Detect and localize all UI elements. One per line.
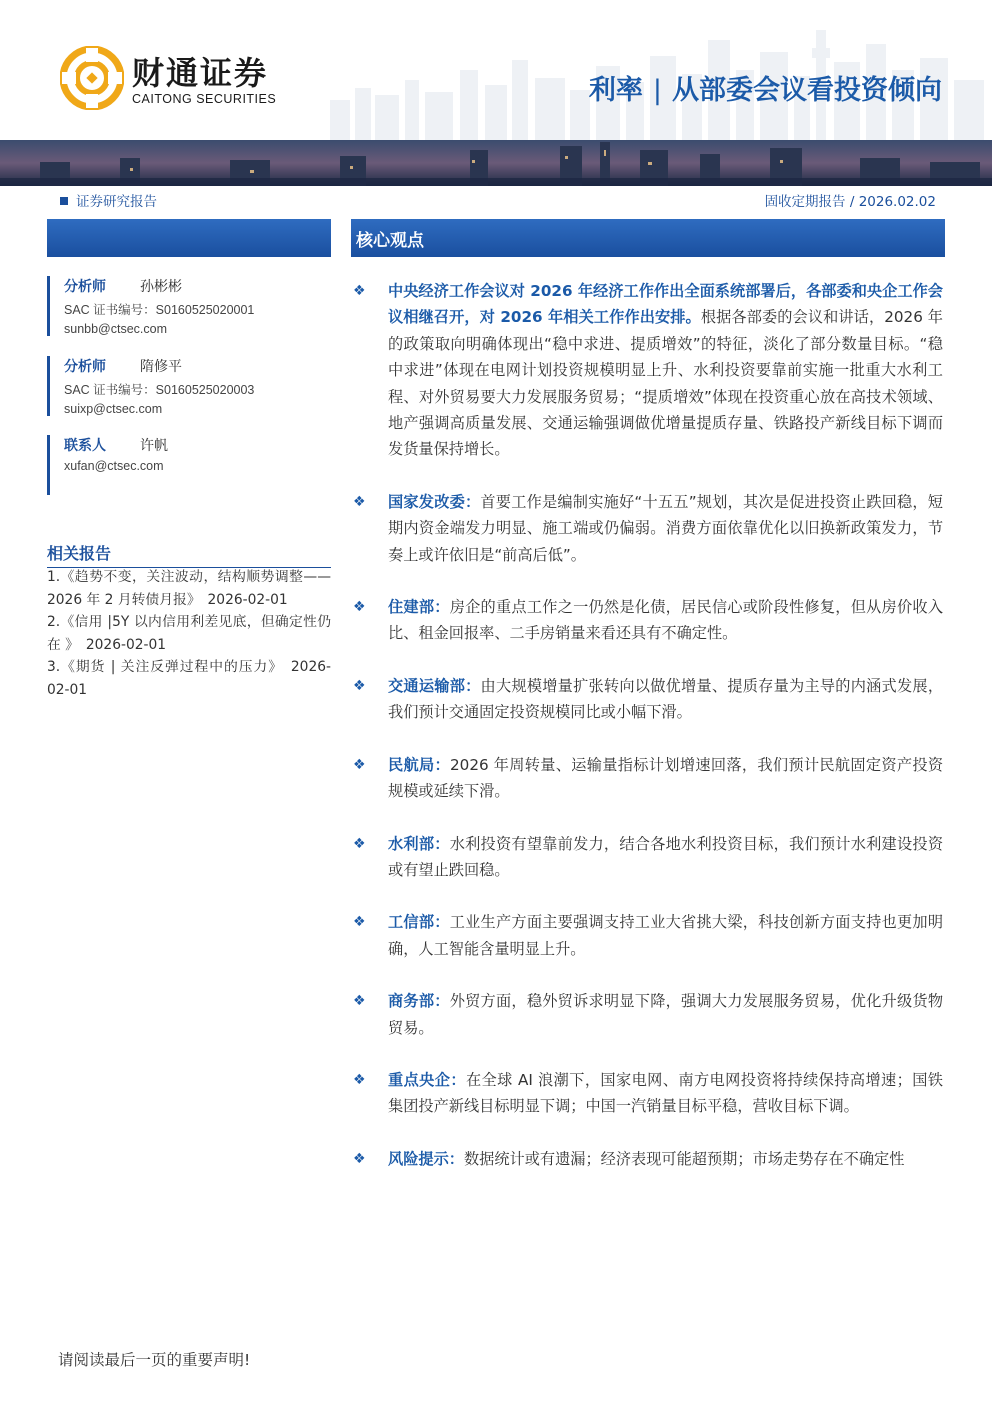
- point-body: 外贸方面，稳外贸诉求明显下降，强调大力发展服务贸易，优化升级货物贸易。: [388, 992, 944, 1037]
- analyst-role: 分析师: [64, 359, 106, 375]
- point-body: 工业生产方面主要强调支持工业大省挑大梁，科技创新方面支持也更加明确，人工智能含量明显上升。: [388, 913, 944, 958]
- core-views-list: [353, 278, 943, 1172]
- point-body: 首要工作是编制实施好“十五五”规划，其次是促进投资止跌回稳，短期内资金端发力明显、施工端或仍偏弱。消费方面依靠优化以旧换新政策发力，节奏上或许依旧是“前高后低”。: [388, 492, 943, 564]
- list-item: [353, 594, 943, 647]
- diamond-bullet-icon: ❖: [353, 599, 366, 616]
- contact-card: [47, 435, 334, 495]
- company-logo: [60, 44, 310, 114]
- point-body: 水利投资有望靠前发力，结合各地水利投资目标，我们预计水利建设投资或有望止跌回稳。: [388, 834, 944, 879]
- related-reports-title: 相关报告: [47, 541, 331, 568]
- contact-name: 许帆: [140, 438, 168, 454]
- list-item: [353, 278, 943, 463]
- point-heading: 水利部：: [388, 834, 450, 853]
- point-heading: 商务部：: [388, 992, 450, 1011]
- analyst-cert: SAC 证书编号：S0160525020001: [64, 303, 255, 317]
- point-body: 数据统计或有遗漏；经济表现可能超预期；市场走势存在不确定性: [463, 1149, 905, 1168]
- analyst-card: [47, 276, 334, 336]
- point-body: 2026 年周转量、运输量指标计划增速回落，我们预计民航固定资产投资规模或延续下滑。: [388, 755, 944, 801]
- analyst-email[interactable]: suixp@ctsec.com: [64, 402, 163, 416]
- point-heading: 民航局：: [388, 755, 451, 774]
- point-heading: 交通运输部：: [388, 676, 481, 695]
- point-heading: 住建部：: [388, 598, 450, 617]
- related-reports-list: [47, 566, 331, 701]
- logo-chinese-text: 财通证券: [132, 54, 269, 92]
- analyst-name: 隋修平: [140, 359, 182, 375]
- report-title-main: 从部委会议看投资倾向: [672, 75, 942, 106]
- logo-english-text: CAITONG SECURITIES: [132, 92, 277, 106]
- report-header: [0, 0, 992, 186]
- list-item: [353, 752, 943, 805]
- list-item: [353, 988, 943, 1041]
- disclaimer-note: 请阅读最后一页的重要声明!: [58, 1351, 251, 1369]
- point-heading: 重点央企：: [388, 1070, 466, 1089]
- contact-email[interactable]: xufan@ctsec.com: [64, 459, 164, 473]
- report-meta: 固收定期报告 / 2026.02.02: [764, 194, 936, 210]
- square-bullet-icon: [60, 197, 68, 205]
- diamond-bullet-icon: ❖: [353, 1150, 366, 1167]
- diamond-bullet-icon: ❖: [353, 1071, 366, 1088]
- report-title: [589, 68, 942, 107]
- analyst-name: 孙彬彬: [140, 279, 182, 295]
- analyst-card: [47, 356, 334, 416]
- point-body: 房企的重点工作之一仍然是化债，居民信心或阶段性修复，但从房价收入比、租金回报率、二手房销量来看还具有不确定性。: [388, 598, 944, 643]
- report-title-separator: |: [652, 75, 662, 106]
- list-item: [353, 1067, 943, 1120]
- point-heading: 国家发改委：: [388, 492, 481, 511]
- core-views-header: [351, 219, 945, 257]
- list-item: [353, 673, 943, 726]
- related-report-item[interactable]: 3.《期货 | 关注反弹过程中的压力》 2026-02-01: [47, 659, 331, 698]
- point-body: 在全球 AI 浪潮下，国家电网、南方电网投资将持续保持高增速；国铁集团投产新线目标明显下调；中国一汽销量目标平稳，营收目标下调。: [388, 1070, 943, 1116]
- core-views-title: 核心观点: [356, 231, 424, 251]
- list-item: [353, 831, 943, 884]
- contact-role: 联系人: [64, 438, 106, 454]
- point-body: 由大规模增量扩张转向以做优增量、提质存量为主导的内涵式发展，我们预计交通固定投资规模同比或小幅下滑。: [388, 676, 944, 722]
- diamond-bullet-icon: ❖: [353, 993, 366, 1010]
- analyst-cert: SAC 证书编号：S0160525020003: [64, 383, 255, 397]
- list-item: [353, 1146, 943, 1172]
- point-heading: 工信部：: [388, 913, 450, 932]
- analyst-email[interactable]: sunbb@ctsec.com: [64, 322, 168, 336]
- caitong-logo-icon: [60, 46, 124, 110]
- sidebar-header-bar: [47, 219, 331, 257]
- diamond-bullet-icon: ❖: [353, 914, 366, 931]
- diamond-bullet-icon: ❖: [353, 493, 366, 510]
- diamond-bullet-icon: ❖: [353, 835, 366, 852]
- point-body: 根据各部委的会议和讲话，2026 年的政策取向明确体现出“稳中求进、提质增效”的特征，淡化了部分数量目标。“稳中求进”体现在电网计划投资规模明显上升、水利投资要靠前实施一批重大水利工程、对外贸易要大力发展服务贸易；“提质增效”体现在投资重心放在高技术领域、地产强调高质量发展、交通运输强调做优增量提质存量、铁路投产新线目标下调而发货量保持增长。: [388, 308, 943, 459]
- point-heading: 风险提示：: [388, 1149, 464, 1168]
- list-item: [353, 909, 943, 962]
- doc-type-text: 证券研究报告: [76, 194, 157, 210]
- diamond-bullet-icon: ❖: [353, 677, 366, 694]
- report-title-category: 利率: [588, 75, 643, 106]
- related-report-item[interactable]: 1.《趋势不变，关注波动，结构顺势调整——2026 年 2 月转债月报》 2026-02-01: [47, 569, 331, 608]
- analyst-role: 分析师: [64, 279, 106, 295]
- diamond-bullet-icon: ❖: [353, 283, 366, 299]
- related-report-item[interactable]: 2.《信用 |5Y 以内信用利差见底，但确定性仍在 》 2026-02-01: [47, 614, 331, 653]
- diamond-bullet-icon: ❖: [353, 756, 366, 773]
- doc-type-label: [60, 190, 157, 210]
- point-heading: 中央经济工作会议对 2026 年经济工作作出全面系统部署后，各部委和央企工作会议相继召开，对 2026 年相关工作作出安排。: [388, 282, 943, 327]
- list-item: [353, 489, 943, 568]
